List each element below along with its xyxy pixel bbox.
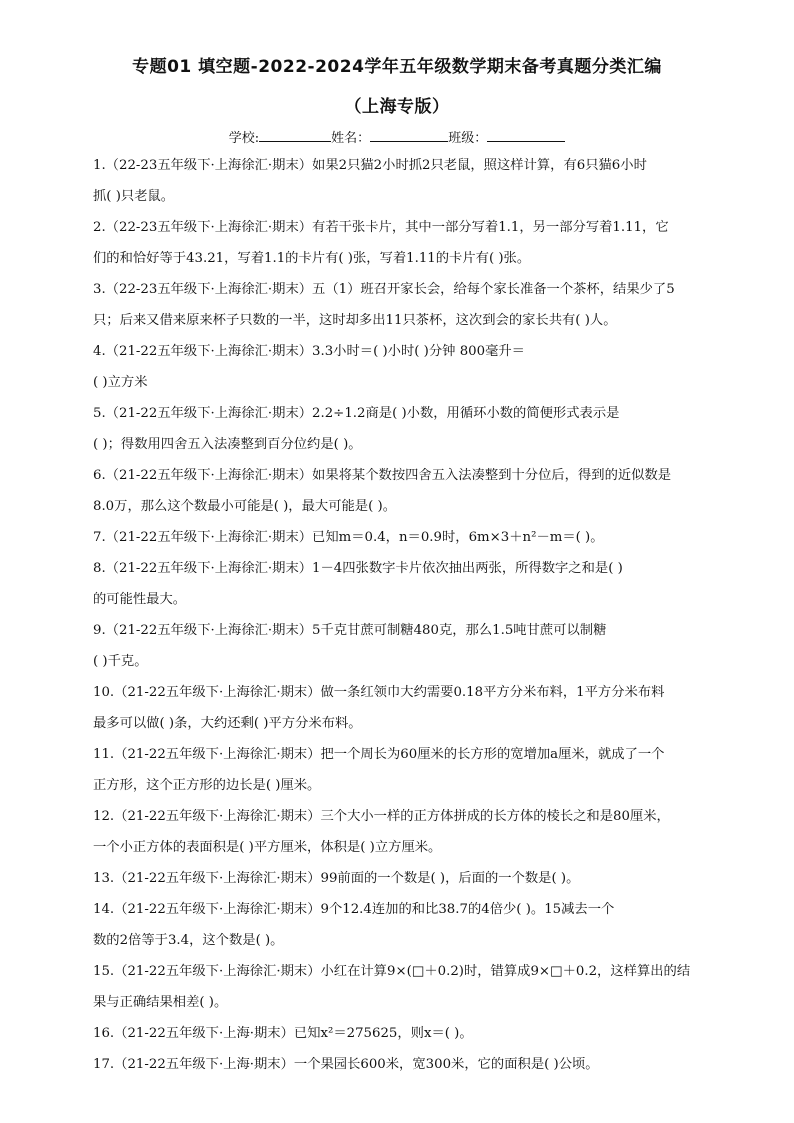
question-17 — [93, 1049, 705, 1080]
question-16 — [93, 1018, 705, 1049]
question-line: 数的2倍等于3.4，这个数是( )。 — [93, 933, 284, 948]
question-line: 14.（21-22五年级下·上海徐汇·期末）9个12.4连加的和比38.7的4倍少( )。15减去一个 — [93, 902, 615, 917]
class-label: 班级： — [448, 131, 488, 146]
question-9 — [93, 615, 705, 677]
question-line: 16.（21-22五年级下·上海·期末）已知x²＝275625，则x＝( )。 — [93, 1026, 473, 1041]
question-line: 的可能性最大。 — [93, 592, 187, 607]
question-line: 正方形，这个正方形的边长是( )厘米。 — [93, 778, 321, 793]
question-line: ( )千克。 — [93, 654, 148, 669]
question-line: ( )立方米 — [93, 375, 148, 390]
question-10 — [93, 677, 705, 739]
school-label: 学校: — [228, 131, 260, 146]
question-line: 8.（21-22五年级下·上海徐汇·期末）1－4四张数字卡片依次抽出两张，所得数字之和是( ) — [93, 561, 623, 576]
question-5 — [93, 398, 705, 460]
question-line: 最多可以做( )条，大约还剩( )平方分米布料。 — [93, 716, 362, 731]
question-8 — [93, 553, 705, 615]
question-line: 12.（21-22五年级下·上海徐汇·期末）三个大小一样的正方体拼成的长方体的棱长之和是80厘米， — [93, 809, 670, 824]
question-6 — [93, 460, 705, 522]
question-line: 6.（21-22五年级下·上海徐汇·期末）如果将某个数按四舍五入法凑整到十分位后，得到的近似数是 — [93, 468, 672, 483]
question-line: 1.（22-23五年级下·上海徐汇·期末）如果2只猫2小时抓2只老鼠，照这样计算，有6只猫6小时 — [93, 158, 647, 173]
question-line: 们的和恰好等于43.21，写着1.1的卡片有( )张，写着1.11的卡片有( )张。 — [93, 251, 531, 266]
question-1 — [93, 150, 705, 212]
question-7 — [93, 522, 705, 553]
question-line: 5.（21-22五年级下·上海徐汇·期末）2.2÷1.2商是( )小数，用循环小数的简便形式表示是 — [93, 406, 620, 421]
question-14 — [93, 894, 705, 956]
question-12 — [93, 801, 705, 863]
question-line: 9.（21-22五年级下·上海徐汇·期末）5千克甘蔗可制糖480克，那么1.5吨甘蔗可以制糖 — [93, 623, 607, 638]
doc-title: 专题01 填空题-2022-2024学年五年级数学期末备考真题分类汇编 — [132, 57, 662, 77]
question-line: 10.（21-22五年级下·上海徐汇·期末）做一条红领巾大约需要0.18平方分米布料，1平方分米布料 — [93, 685, 665, 700]
question-2 — [93, 212, 705, 274]
class-blank[interactable] — [487, 128, 565, 142]
question-line: 7.（21-22五年级下·上海徐汇·期末）已知m＝0.4，n＝0.9时，6m×3＋n²－m＝( )。 — [93, 530, 604, 545]
school-blank[interactable] — [259, 128, 331, 142]
question-line: 2.（22-23五年级下·上海徐汇·期末）有若干张卡片，其中一部分写着1.1，另一部分写着1.11，它 — [93, 220, 669, 235]
question-line: 17.（21-22五年级下·上海·期末）一个果园长600米，宽300米，它的面积是( )公顷。 — [93, 1057, 599, 1072]
question-line: 果与正确结果相差( )。 — [93, 995, 228, 1010]
question-line: 4.（21-22五年级下·上海徐汇·期末）3.3小时＝( )小时( )分钟 800毫升＝ — [93, 344, 525, 359]
question-4 — [93, 336, 705, 398]
question-3 — [93, 274, 705, 336]
question-line: 11.（21-22五年级下·上海徐汇·期末）把一个周长为60厘米的长方形的宽增加a厘米，就成了一个 — [93, 747, 665, 762]
question-11 — [93, 739, 705, 801]
question-13 — [93, 863, 705, 894]
question-line: 只；后来又借来原来杯子只数的一半，这时却多出11只茶杯，这次到会的家长共有( )人。 — [93, 313, 617, 328]
question-line: 3.（22-23五年级下·上海徐汇·期末）五（1）班召开家长会，给每个家长准备一个茶杯，结果少了5 — [93, 282, 675, 297]
question-line: 抓( )只老鼠。 — [93, 189, 175, 204]
doc-subtitle: （上海专版） — [344, 97, 450, 117]
question-list — [93, 150, 705, 1080]
question-15 — [93, 956, 705, 1018]
name-blank[interactable] — [370, 128, 448, 142]
question-line: 13.（21-22五年级下·上海徐汇·期末）99前面的一个数是( )，后面的一个数是( )。 — [93, 871, 580, 886]
name-label: 姓名： — [331, 131, 371, 146]
question-line: 8.0万，那么这个数最小可能是( )，最大可能是( )。 — [93, 499, 396, 514]
question-line: ( )；得数用四舍五入法凑整到百分位约是( )。 — [93, 437, 362, 452]
question-line: 一个小正方体的表面积是( )平方厘米，体积是( )立方厘米。 — [93, 840, 442, 855]
question-line: 15.（21-22五年级下·上海徐汇·期末）小红在计算9×(□＋0.2)时，错算成9×□＋0.2，这样算出的结 — [93, 964, 691, 979]
student-info-row — [0, 127, 794, 146]
